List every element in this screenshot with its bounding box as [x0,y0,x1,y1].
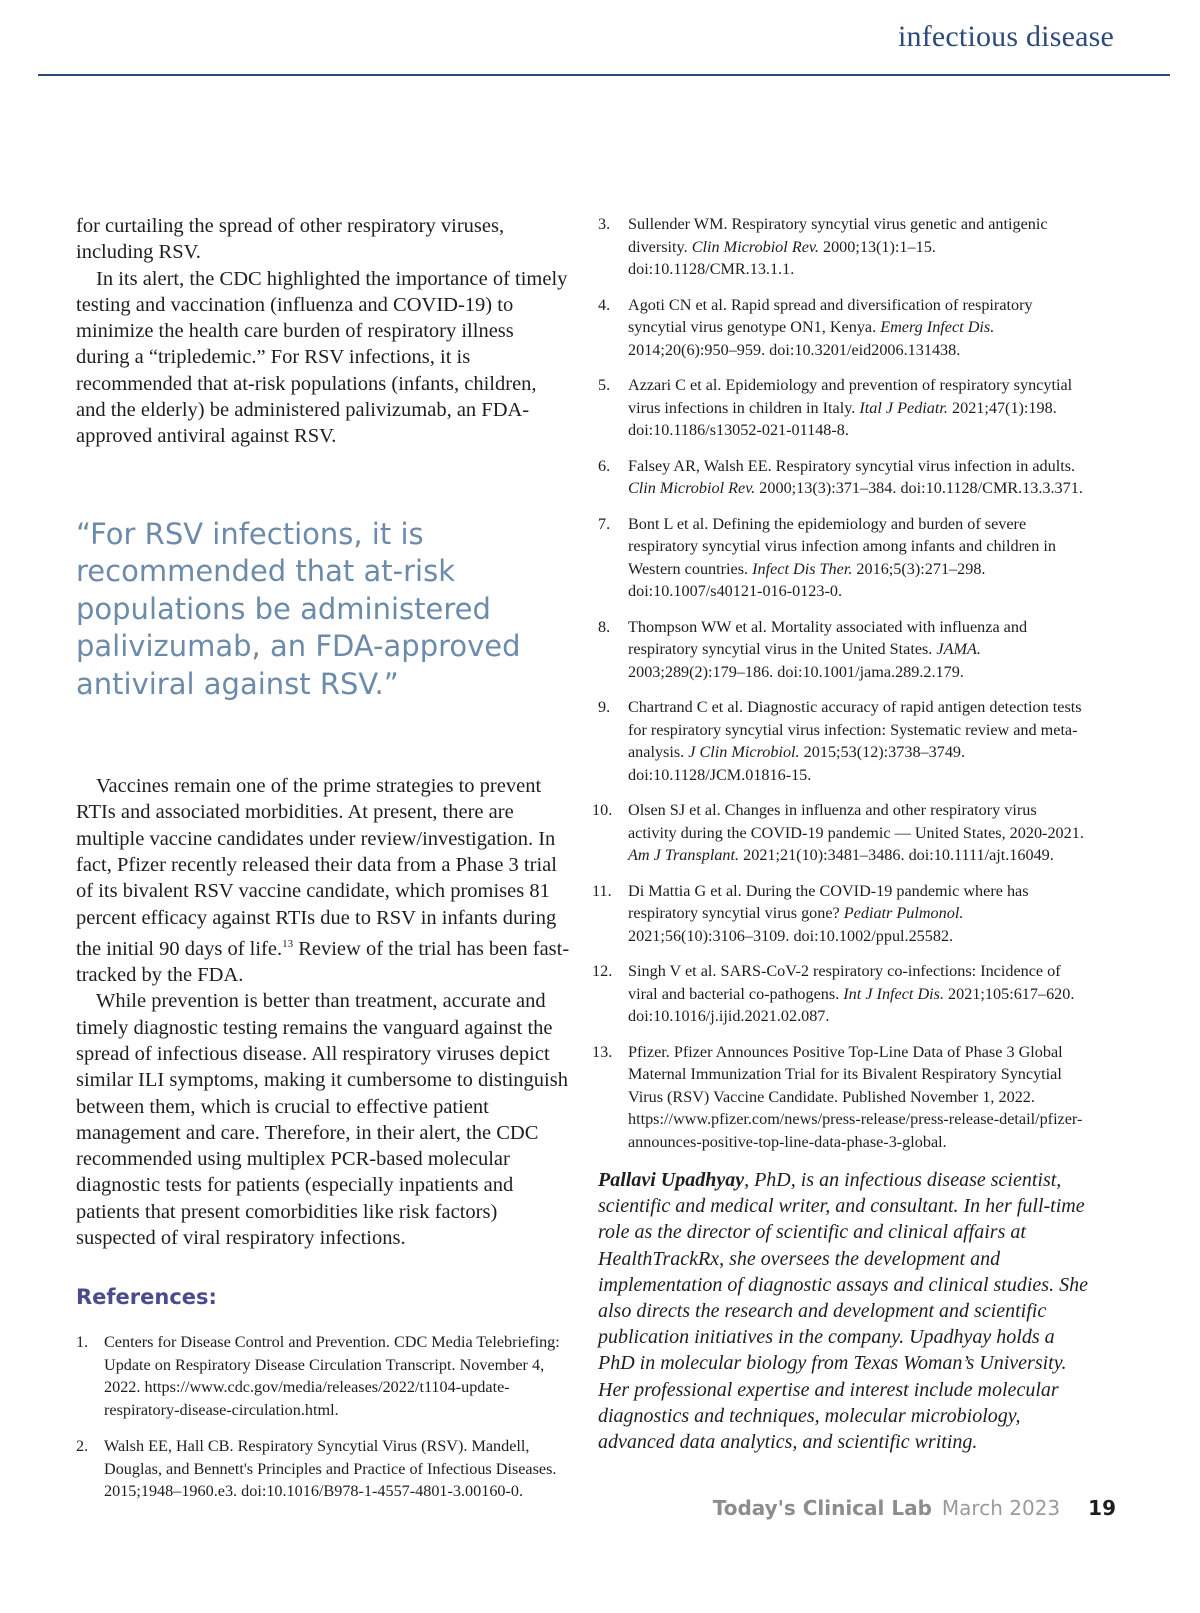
reference-number: 8. [598,617,611,636]
page-number: 19 [1088,1496,1116,1520]
citation-superscript: 13 [282,937,294,950]
reference-citation: 2014;20(6):950–959. doi:10.3201/eid2006.131438. [628,340,961,359]
reference-number: 12. [592,962,613,980]
reference-item [598,513,1088,603]
reference-list-right [592,213,1088,1153]
reference-text: Pfizer. Pfizer Announces Positive Top-Line Data of Phase 3 Global Maternal Immunization Trial for its Bivalent Respiratory Syncytial Virus (RSV) Vaccine Candidate. Published November 1, 2022. https://www.pfizer.com/news/press-release/press-release-detail/pfizer-announces-positive-top-line-data-phase-3-global. [628,1042,1083,1151]
left-column [76,213,570,1517]
reference-text: Olsen SJ et al. Changes in influenza and other respiratory virus activity during the COVID-19 pandemic — United States, 2020-2021. [628,801,1084,842]
vaccines-text-end: Review of the trial has been fast-tracked by the FDA. [76,937,570,987]
reference-number: 13. [592,1042,613,1061]
reference-number: 1. [76,1333,89,1352]
reference-number: 3. [598,215,611,233]
reference-text: Walsh EE, Hall CB. Respiratory Syncytial Virus (RSV). Mandell, Douglas, and Bennett's Principles and Practice of Infectious Diseases. 2015;1948–1960.e3. doi:10.1016/B978-1-4557-4801-3.00160-0. [104,1437,557,1501]
page-footer [713,1496,1116,1520]
reference-citation: 2003;289(2):179–186. doi:10.1001/jama.289.2.179. [628,662,964,681]
reference-item [598,213,1088,281]
reference-item [598,374,1088,442]
vaccines-text: Vaccines remain one of the prime strategies to prevent RTIs and associated morbidities. At present, there are multiple vaccine candidates under review/investigation. In fact, Pfizer recently released their data from a Phase 3 trial of its bivalent RSV vaccine candidate, which promises 81 percent efficacy against RTIs due to RSV in infants during the initial 90 days of life. [76,775,557,960]
header-divider [38,74,1170,76]
reference-number: 2. [76,1437,89,1456]
reference-item [598,294,1088,362]
reference-item [592,799,1088,867]
reference-citation: 2015;53(12):3738–3749. doi:10.1128/JCM.01816-15. [628,743,966,784]
reference-citation: 2021;47(1):198. doi:10.1186/s13052-021-01148-8. [628,398,1057,439]
journal-name: Clin Microbiol Rev. [691,237,819,256]
references-heading: References: [76,1285,217,1310]
reference-citation: 2016;5(3):271–298. doi:10.1007/s40121-016-0123-0. [628,559,986,600]
reference-item [598,696,1088,786]
reference-number: 6. [598,456,611,475]
journal-name: Emerg Infect Dis. [880,318,995,336]
reference-list-left [76,1331,570,1503]
reference-citation: 2021;105:617–620. doi:10.1016/j.ijid.2021.02.087. [628,984,1075,1025]
reference-number: 11. [592,881,612,900]
article-body-continued [76,773,570,1251]
journal-name: Ital J Pediatr. [859,398,948,417]
journal-name: J Clin Microbiol. [688,743,800,761]
author-bio [598,1167,1088,1455]
reference-citation: 2000;13(3):371–384. doi:10.1128/CMR.13.3.371. [755,479,1083,497]
reference-text: Falsey AR, Walsh EE. Respiratory syncytial virus infection in adults. [628,456,1076,475]
reference-text: Agoti CN et al. Rapid spread and diversification of respiratory syncytial virus genotype ON1, Kenya. [628,295,1033,336]
reference-text: Centers for Disease Control and Prevention. CDC Media Telebriefing: Update on Respiratory Disease Circulation Transcript. November 4, 2022. https://www.cdc.gov/media/releases/2022/t1104-update-respiratory-disease-circulation.html. [104,1333,560,1419]
journal-name: Int J Infect Dis. [843,984,944,1003]
prevention-paragraph: While prevention is better than treatment, accurate and timely diagnostic testing remains the vanguard against the spread of infectious disease. All respiratory viruses depict similar ILI symptoms, making it cumbersome to distinguish between them, which is crucial to effective patient management and care. Therefore, in their alert, the CDC recommended using multiplex PCR-based molecular diagnostic tests for patients (especially inpatients and patients that present comorbidities like risk factors) suspected of viral respiratory infections. [76,990,568,1250]
reference-item [598,455,1088,500]
reference-citation: 2021;56(10):3106–3109. doi:10.1002/ppul.25582. [628,926,954,945]
reference-item [598,616,1088,684]
journal-name: Pediatr Pulmonol. [843,904,964,922]
intro-paragraph: for curtailing the spread of other respiratory viruses, including RSV. [76,215,505,264]
reference-text: Sullender WM. Respiratory syncytial virus genetic and antigenic diversity. [628,215,1048,256]
reference-citation: 2021;21(10):3481–3486. doi:10.1111/ajt.16049. [739,846,1054,864]
journal-name: JAMA. [936,640,981,658]
pull-quote: “For RSV infections, it is recommended that at-risk populations be administered palivizumab, an FDA-approved antiviral against RSV.” [76,516,521,701]
author-bio-text: , PhD, is an infectious disease scientist, scientific and medical writer, and consultant. In her full-time role as the director of scientific and clinical affairs at HealthTrackRx, she oversees the development and implementation of diagnostic assays and clinical studies. She also directs the research and development and scientific publication initiatives in the company. Upadhyay holds a PhD in molecular biology from Texas Woman’s University. Her professional expertise and interest include molecular diagnostics and techniques, molecular microbiology, advanced data analytics, and scientific writing. [598,1169,1088,1454]
reference-text: Thompson WW et al. Mortality associated with influenza and respiratory syncytial virus in the United States. [628,617,1028,658]
journal-name: Infect Dis Ther. [752,559,853,578]
reference-item [592,880,1088,948]
issue-date: March 2023 [941,1496,1061,1520]
journal-name: Clin Microbiol Rev. [628,479,756,497]
reference-text: Bont L et al. Defining the epidemiology and burden of severe respiratory syncytial virus infection among infants and children in Western countries. [628,514,1056,578]
reference-citation: 2000;13(1):1–15. doi:10.1128/CMR.13.1.1. [628,237,936,278]
reference-text: Di Mattia G et al. During the COVID-19 pandemic where has respiratory syncytial virus gone? [628,881,1029,922]
reference-number: 7. [598,514,611,533]
publication-name: Today's Clinical Lab [712,1496,932,1520]
journal-name: Am J Transplant. [628,846,740,864]
reference-number: 9. [598,698,611,716]
reference-number: 5. [598,376,611,394]
reference-text: Singh V et al. SARS-CoV-2 respiratory co-infections: Incidence of viral and bacterial co-pathogens. [628,962,1061,1003]
reference-text: Azzari C et al. Epidemiology and prevention of respiratory syncytial virus infections in children in Italy. [628,376,1073,417]
right-column [592,213,1088,1455]
cdc-alert-paragraph: In its alert, the CDC highlighted the importance of timely testing and vaccination (influenza and COVID-19) to minimize the health care burden of respiratory illness during a “tripledemic.” For RSV infections, it is recommended that at-risk populations (infants, children, and the elderly) be administered palivizumab, an FDA-approved antiviral against RSV. [76,267,568,448]
reference-item [76,1435,570,1503]
article-body [76,213,570,450]
vaccines-paragraph [76,773,570,988]
reference-number: 10. [592,801,613,819]
author-name: Pallavi Upadhyay [598,1169,745,1191]
reference-number: 4. [598,295,611,314]
section-header: infectious disease [897,20,1114,53]
reference-item [592,960,1088,1028]
reference-text: Chartrand C et al. Diagnostic accuracy of rapid antigen detection tests for respiratory syncytial virus infection: Systematic review and meta-analysis. [628,698,1082,761]
reference-item [592,1041,1088,1154]
reference-item [76,1331,570,1421]
